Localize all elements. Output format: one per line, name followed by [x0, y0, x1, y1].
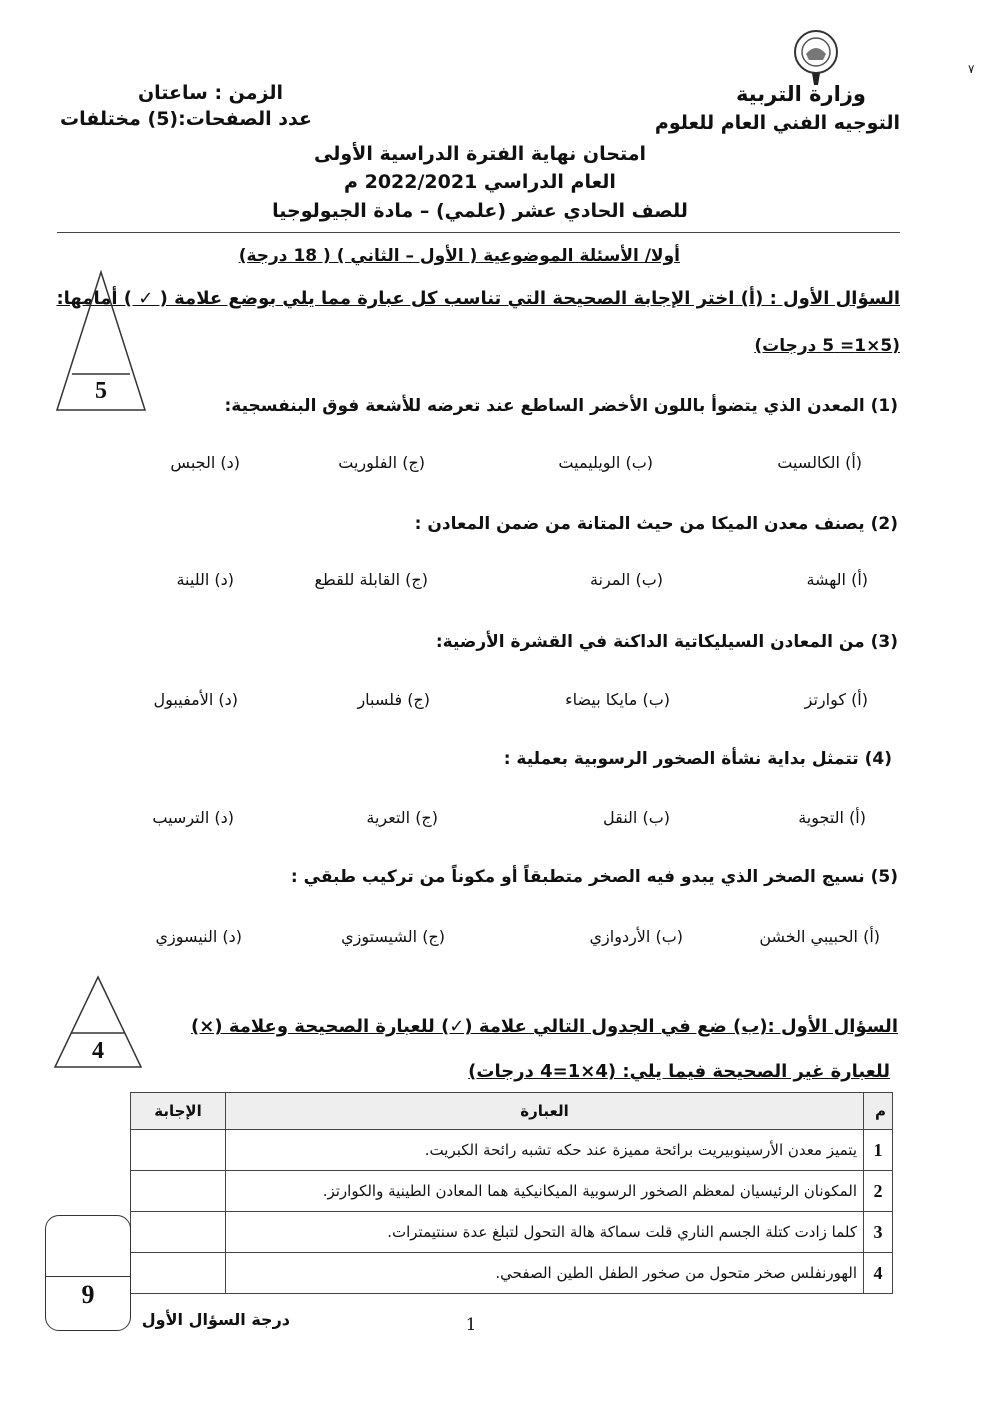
page-number: 1 [465, 1315, 477, 1335]
row-number: 4 [864, 1253, 893, 1294]
option[interactable]: (د) الجبس [170, 453, 240, 472]
row-statement: الهورنفلس صخر متحول من صخور الطفل الطين الصفحي. [226, 1253, 864, 1294]
question-text: (3) من المعادن السيليكاتية الداكنة في القشرة الأرضية: [435, 632, 898, 652]
true-false-table [130, 1092, 893, 1294]
option[interactable]: (أ) الحبيبي الخشن [759, 927, 880, 946]
table-row [131, 1212, 893, 1253]
option[interactable]: (ج) الشيستوزي [341, 927, 445, 946]
option[interactable]: (د) النيسوزي [155, 927, 242, 946]
option[interactable]: (ج) فلسبار [357, 690, 430, 709]
ministry-name: وزارة التربية [735, 82, 866, 106]
option[interactable]: (ج) الفلوريت [338, 453, 425, 472]
option[interactable]: (ج) التعرية [366, 808, 438, 827]
q1b-heading: السؤال الأول :(ب) ضع في الجدول التالي علامة (✓) للعبارة الصحيحة وعلامة (×) [191, 1016, 898, 1037]
row-statement: المكونان الرئيسيان لمعظم الصخور الرسوبية الميكانيكية هما المعادن الطينية والكوارتز. [226, 1171, 864, 1212]
q1b-score: 4 [92, 1038, 104, 1064]
answer-cell[interactable] [131, 1212, 226, 1253]
department-name: التوجيه الفني العام للعلوم [654, 112, 900, 134]
table-header [131, 1093, 893, 1130]
answer-cell[interactable] [131, 1130, 226, 1171]
q1a-marks: (5×1= 5 درجات) [754, 336, 900, 356]
q1a-score: 5 [95, 378, 107, 404]
answer-cell[interactable] [131, 1171, 226, 1212]
col-statement: العبارة [226, 1093, 864, 1130]
row-statement: يتميز معدن الأرسينوبيريت برائحة مميزة عند حكه تشبه رائحة الكبريت. [226, 1130, 864, 1171]
option[interactable]: (ب) مايكا بيضاء [565, 690, 670, 709]
row-number: 2 [864, 1171, 893, 1212]
row-statement: كلما زادت كتلة الجسم الناري قلت سماكة هالة التحول لتبلغ عدة سنتيمترات. [226, 1212, 864, 1253]
row-number: 3 [864, 1212, 893, 1253]
table-row [131, 1253, 893, 1294]
answer-cell[interactable] [131, 1253, 226, 1294]
total-score-label: درجة السؤال الأول [141, 1310, 290, 1329]
option[interactable]: (أ) التجوية [798, 808, 866, 827]
option[interactable]: (د) الترسيب [152, 808, 234, 827]
option[interactable]: (د) الأمفيبول [153, 690, 238, 709]
total-score-box [45, 1215, 131, 1331]
section-title: أولا/ الأسئلة الموضوعية ( الأول – الثاني ) ( 18 درجة) [238, 246, 680, 266]
question-text: (2) يصنف معدن الميكا من حيث المتانة من ضمن المعادن : [414, 514, 898, 534]
exam-title: امتحان نهاية الفترة الدراسية الأولى [314, 143, 646, 165]
table-row [131, 1171, 893, 1212]
option[interactable]: (ج) القابلة للقطع [314, 570, 428, 589]
option[interactable]: (ب) المرنة [589, 570, 663, 589]
grade-subject: للصف الحادي عشر (علمي) – مادة الجيولوجيا [272, 200, 688, 222]
header-divider [57, 232, 900, 233]
question-text: (5) نسيج الصخر الذي يبدو فيه الصخر متطبقاً أو مكوناً من تركيب طبقي : [290, 867, 898, 887]
option[interactable]: (ب) الويليميت [558, 453, 653, 472]
option[interactable]: (أ) كوارتز [804, 690, 868, 709]
row-number: 1 [864, 1130, 893, 1171]
q1b-heading-cont: للعبارة غير الصحيحة فيما يلي: (4×1=4 درجات) [468, 1061, 890, 1082]
total-score: 9 [81, 1280, 95, 1309]
corner-mark: ٧ [968, 62, 975, 76]
question-text: (1) المعدن الذي يتضوأ باللون الأخضر الساطع عند تعرضه للأشعة فوق البنفسجية: [224, 396, 898, 416]
question-text: (4) تتمثل بداية نشأة الصخور الرسوبية بعملية : [503, 749, 892, 769]
option[interactable]: (أ) الكالسيت [777, 453, 862, 472]
page-count: عدد الصفحات:(5) مختلفات [60, 108, 312, 130]
q1a-heading: السؤال الأول : (أ) اختر الإجابة الصحيحة التي تناسب كل عبارة مما يلي بوضع علامة ( ✓ ) أمامها: [56, 288, 900, 309]
option[interactable]: (ب) الأردوازي [589, 927, 683, 946]
exam-time: الزمن : ساعتان [137, 82, 283, 104]
academic-year: العام الدراسي 2022/2021 م [344, 171, 616, 193]
table-row [131, 1130, 893, 1171]
option[interactable]: (د) اللينة [176, 570, 234, 589]
col-number: م [864, 1093, 893, 1130]
option[interactable]: (أ) الهشة [806, 570, 868, 589]
kuwait-emblem-icon [788, 28, 844, 90]
option[interactable]: (ب) النقل [603, 808, 670, 827]
col-answer: الإجابة [131, 1093, 226, 1130]
